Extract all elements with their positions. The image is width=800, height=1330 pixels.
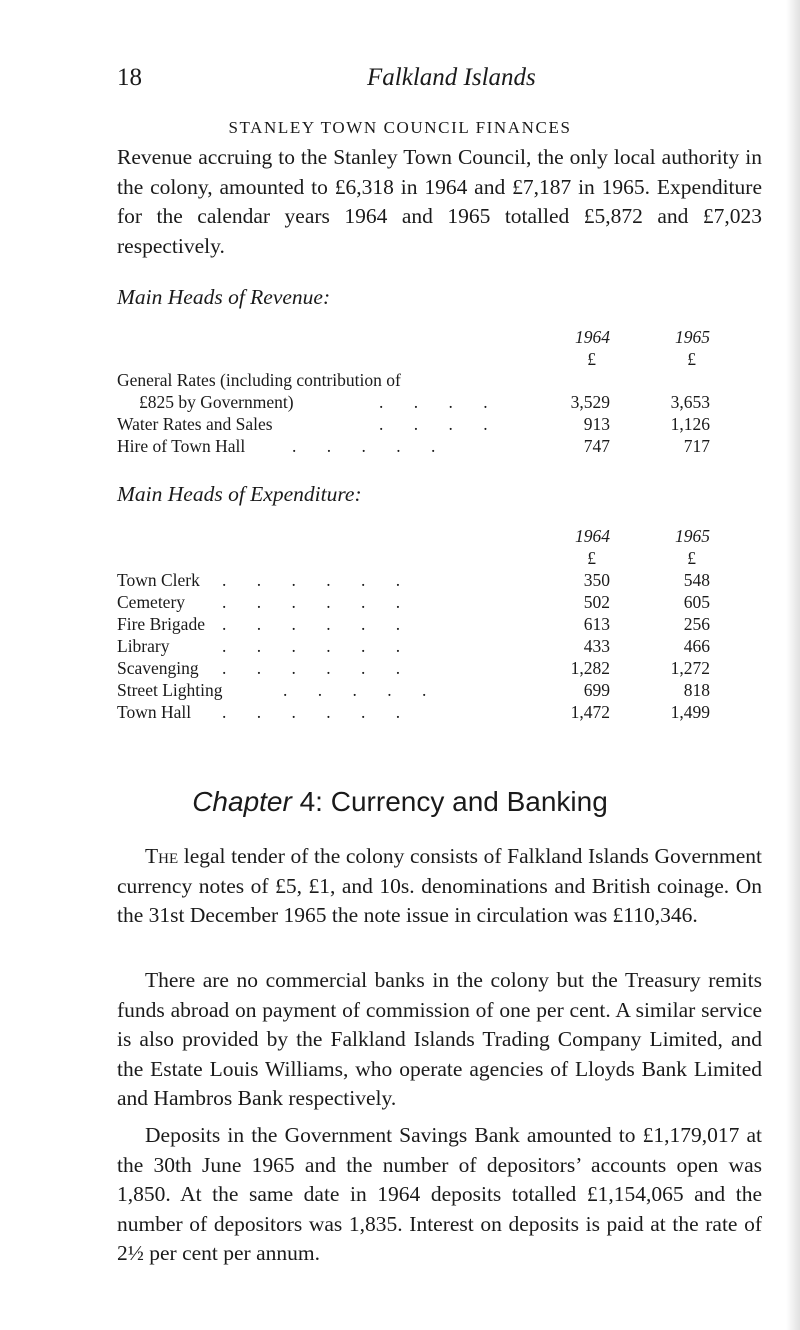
table-row-label: Street Lighting [117,680,223,700]
page-number: 18 [117,64,142,91]
leader-dots: . . . . . . [222,592,414,612]
leader-dots: . . . . . . [222,570,414,590]
table-cell: 613 [583,614,610,634]
table-cell: 1,126 [670,414,710,434]
leader-dots: . . . . [379,414,501,434]
table-cell: 502 [583,592,610,612]
table-row-label: General Rates (including contribution of [117,370,401,390]
table-cell: 913 [583,414,610,434]
table-row-label: Town Hall [117,702,192,722]
chapter-prefix: Chapter [192,786,292,817]
paragraph-lead: The [145,844,179,868]
banking-paragraph-3: Deposits in the Government Savings Bank amounted to £1,179,017 at the 30th June 1965 and the number of depositors’ accounts open was 1,850. At the same date in 1964 deposits totalled £1,154,065 and the number of depositors was 1,835. Interest on deposits is paid at the rate of 2½ per cent per annum. [117,1123,762,1265]
table-cell: 350 [583,570,610,590]
running-title: Falkland Islands [367,64,536,91]
chapter-heading [0,786,800,818]
intro-paragraph: Revenue accruing to the Stanley Town Council, the only local authority in the colony, amounted to £6,318 in 1964 and £7,187 in 1965. Expenditure for the calendar years 1964 and 1965 totalled £5,872 and £7,023 respectively. [117,145,762,258]
banking-paragraph-1 [117,842,762,931]
revenue-year-1964: 1964 [575,327,610,347]
table-cell: 1,472 [570,702,610,722]
section-title: STANLEY TOWN COUNCIL FINANCES [228,118,572,137]
table-row-label: Town Clerk [117,570,200,590]
table-row-label: Water Rates and Sales [117,414,273,434]
table-cell: 433 [583,636,610,656]
banking-paragraph-2: There are no commercial banks in the colony but the Treasury remits funds abroad on payment of commission of one per cent. A similar service is also provided by the Falkland Islands Trading Company Limited, and the Estate Louis Williams, who operate agencies of Lloyds Bank Limited and Hambros Bank respectively. [117,968,762,1110]
table-cell: 3,529 [570,392,610,412]
table-row-label: Scavenging [117,658,199,678]
leader-dots: . . . . . . [222,614,414,634]
table-cell: 1,499 [670,702,710,722]
table-cell: 3,653 [670,392,710,412]
table-cell: 818 [683,680,710,700]
table-cell: 605 [683,592,710,612]
expenditure-unit-1964: £ [587,548,596,568]
scan-edge-shadow [786,0,800,1330]
paragraph-text: legal tender of the colony consists of Falkland Islands Government currency notes of £5, £1, and 10s. denominations and British coinage. On the 31st December 1965 the note issue in circulation was £110,346. [117,844,762,927]
revenue-unit-1964: £ [587,349,596,369]
table-row-label: Library [117,636,170,656]
expenditure-heading: Main Heads of Expenditure: [117,482,362,506]
leader-dots: . . . . [379,392,501,412]
table-row-label: Fire Brigade [117,614,205,634]
table-cell: 1,282 [570,658,610,678]
table-cell: 1,272 [670,658,710,678]
expenditure-year-1965: 1965 [675,526,710,546]
leader-dots: . . . . . [283,680,440,700]
leader-dots: . . . . . . [222,702,414,722]
revenue-year-1965: 1965 [675,327,710,347]
chapter-title: Currency and Banking [330,786,608,817]
table-cell: 466 [683,636,710,656]
leader-dots: . . . . . . [222,636,414,656]
table-row-label: Hire of Town Hall [117,436,246,456]
leader-dots: . . . . . . [222,658,414,678]
leader-dots: . . . . . [292,436,449,456]
table-cell: 747 [583,436,610,456]
revenue-heading: Main Heads of Revenue: [117,285,331,309]
table-cell: 548 [683,570,710,590]
table-row-label: Cemetery [117,592,186,612]
revenue-unit-1965: £ [687,349,696,369]
chapter-number: 4: [299,786,323,817]
table-row-label: £825 by Government) [139,392,294,412]
table-cell: 717 [683,436,710,456]
expenditure-unit-1965: £ [687,548,696,568]
expenditure-year-1964: 1964 [575,526,610,546]
table-cell: 256 [683,614,710,634]
table-cell: 699 [583,680,610,700]
